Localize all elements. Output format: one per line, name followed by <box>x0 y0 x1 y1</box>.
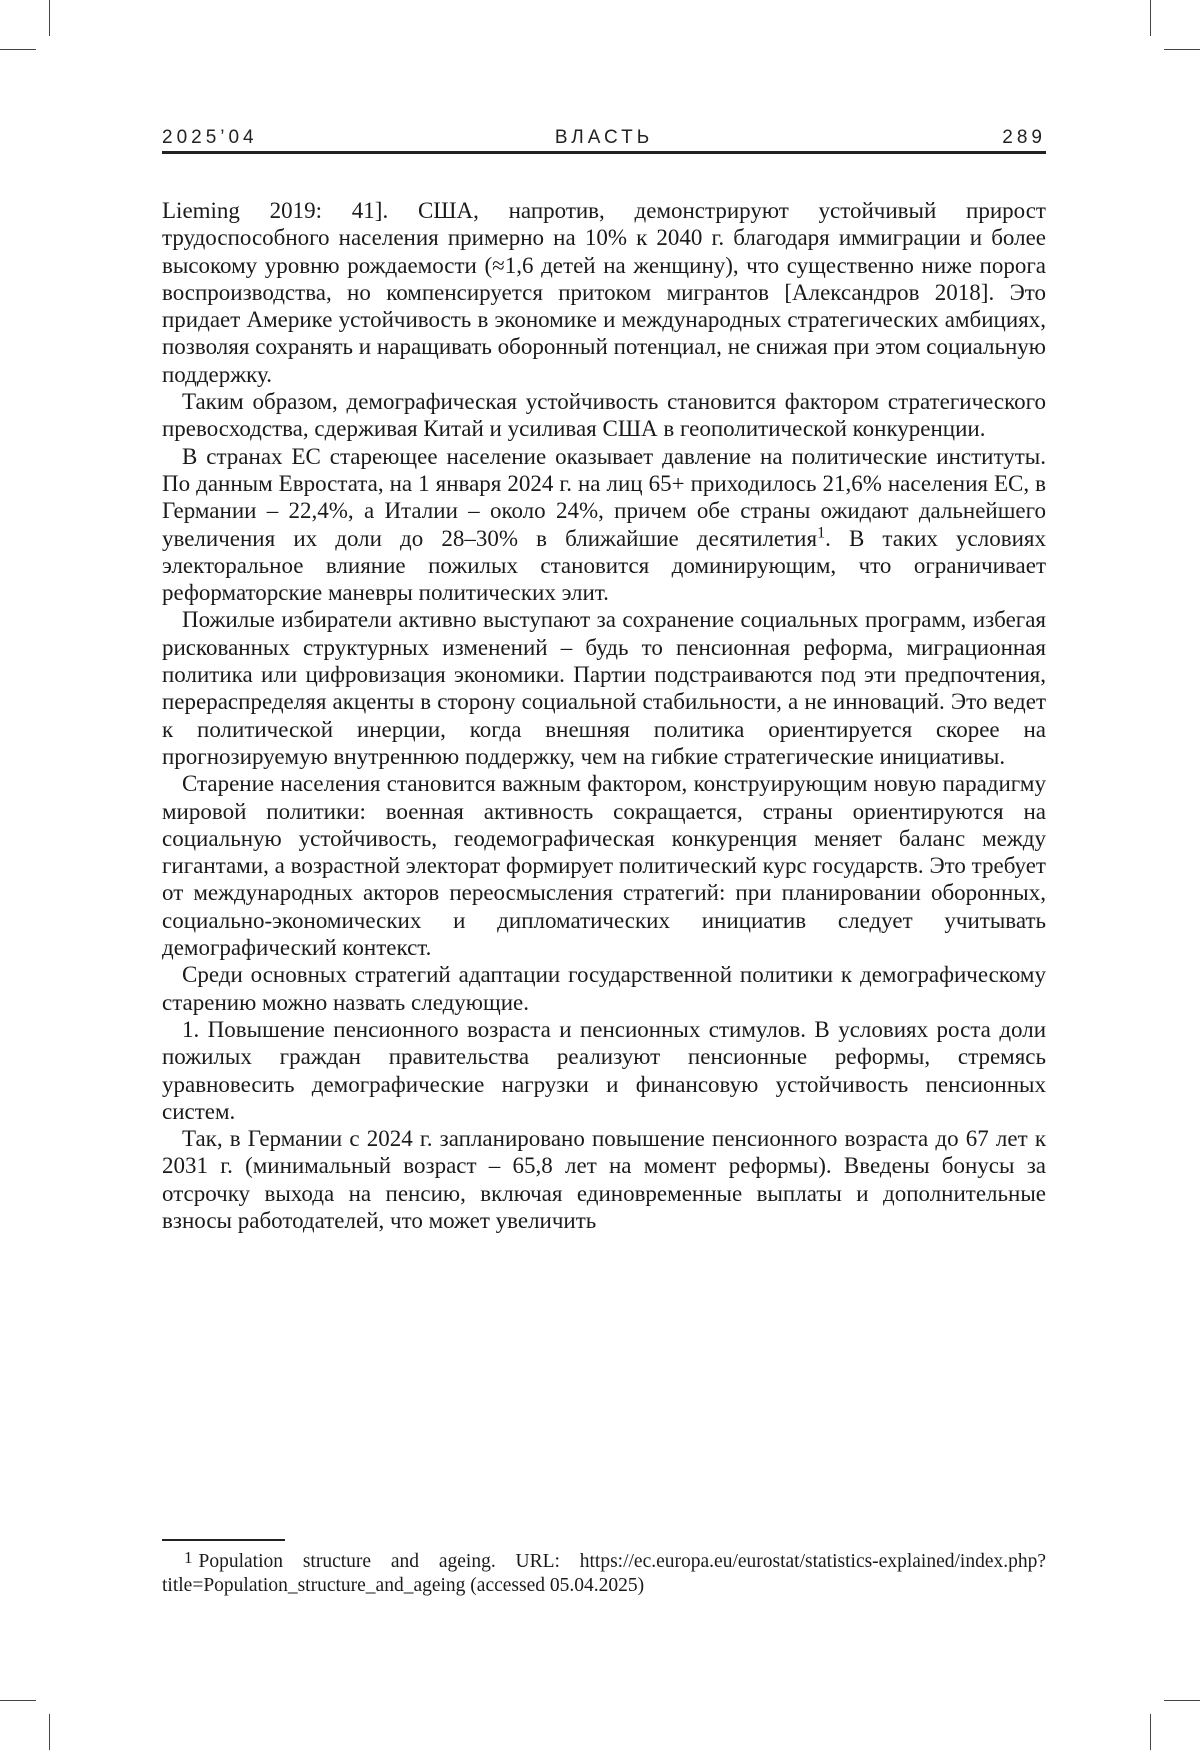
footnote-reference[interactable]: 1 <box>817 524 825 541</box>
article-body <box>162 197 1046 1234</box>
footnote-rule <box>162 1539 285 1541</box>
paragraph: Старение населения становится важным фактором, конструирующим новую парадигму мировой политики: военная активность сокращается, страны ориентируются на социальную устойчивость, геодемографическая конкуренция меняет баланс между гигантами, а возрастной электорат формирует политический курс государств. Это требует от международных акторов переосмысления стратегий: при планировании оборонных, социально-экономических и дипломатических инициатив следует учитывать демографический контекст. <box>162 770 1046 961</box>
crop-mark-bottom-right-horizontal <box>1164 1700 1200 1701</box>
footnote-text: Population structure and ageing. URL: https://ec.europa.eu/eurostat/statistics-explained/index.php?title=Population_structure_and_ageing (accessed 05.04.2025) <box>162 1551 1046 1596</box>
paragraph-text: В странах ЕС стареющее население оказывает давление на политические институты. По данным Евростата, на 1 января 2024 г. на лиц 65+ приходилось 21,6% населения ЕС, в Германии – 22,4%, а Италии – около 24%, причем обе страны ожидают дальнейшего увеличения их доли до 28–30% в ближайшие десятилетия <box>162 444 1046 551</box>
crop-mark-bottom-left-horizontal <box>0 1700 36 1701</box>
crop-mark-bottom-right-vertical <box>1150 1714 1151 1750</box>
page-number: 289 <box>1002 127 1046 149</box>
journal-title: ВЛАСТЬ <box>162 127 1046 149</box>
paragraph: Среди основных стратегий адаптации государственной политики к демографическому старению можно назвать следующие. <box>162 961 1046 1016</box>
crop-mark-bottom-left-vertical <box>49 1714 50 1750</box>
crop-mark-top-right-vertical <box>1150 0 1151 36</box>
paragraph-text: . В таких условиях электоральное влияние пожилых становится доминирующим, что ограничивает реформаторские маневры политических элит. <box>162 526 1046 606</box>
paragraph: Lieming 2019: 41]. США, напротив, демонстрируют устойчивый прирост трудоспособного населения примерно на 10% к 2040 г. благодаря иммиграции и более высокому уровню рождаемости (≈1,6 детей на женщину), что существенно ниже порога воспроизводства, но компенсируется притоком мигрантов [Александров 2018]. Это придает Америке устойчивость в экономике и международных стратегических амбициях, позволяя сохранять и наращивать оборонный потенциал, не снижая при этом социальную поддержку. <box>162 197 1046 388</box>
crop-mark-top-right-horizontal <box>1164 49 1200 50</box>
footnote <box>162 1546 1046 1598</box>
paragraph: 1. Повышение пенсионного возраста и пенсионных стимулов. В условиях роста доли пожилых граждан правительства реализуют пенсионные реформы, стремясь уравновесить демографические нагрузки и финансовую устойчивость пенсионных систем. <box>162 1016 1046 1125</box>
footnote-mark: 1 <box>184 1548 193 1567</box>
crop-mark-top-left-horizontal <box>0 49 36 50</box>
running-header <box>162 127 1046 153</box>
crop-mark-top-left-vertical <box>49 0 50 36</box>
paragraph: Так, в Германии с 2024 г. запланировано повышение пенсионного возраста до 67 лет к 2031 г. (минимальный возраст – 65,8 лет на момент реформы). Введены бонусы за отсрочку выхода на пенсию, включая единовременные выплаты и дополнительные взносы работодателей, что может увеличить <box>162 1125 1046 1234</box>
issue-number: 2025’04 <box>162 127 258 149</box>
paragraph: Пожилые избиратели активно выступают за сохранение социальных программ, избегая рискованных структурных изменений – будь то пенсионная реформа, миграционная политика или цифровизация экономики. Партии подстраиваются под эти предпочтения, перераспределяя акценты в сторону социальной стабильности, а не инноваций. Это ведет к политической инерции, когда внешняя политика ориентируется скорее на прогнозируемую внутреннюю поддержку, чем на гибкие стратегические инициативы. <box>162 606 1046 770</box>
paragraph: Таким образом, демографическая устойчивость становится фактором стратегического превосходства, сдерживая Китай и усиливая США в геополитической конкуренции. <box>162 388 1046 443</box>
paragraph-eu <box>162 443 1046 607</box>
header-rule <box>162 151 1046 154</box>
